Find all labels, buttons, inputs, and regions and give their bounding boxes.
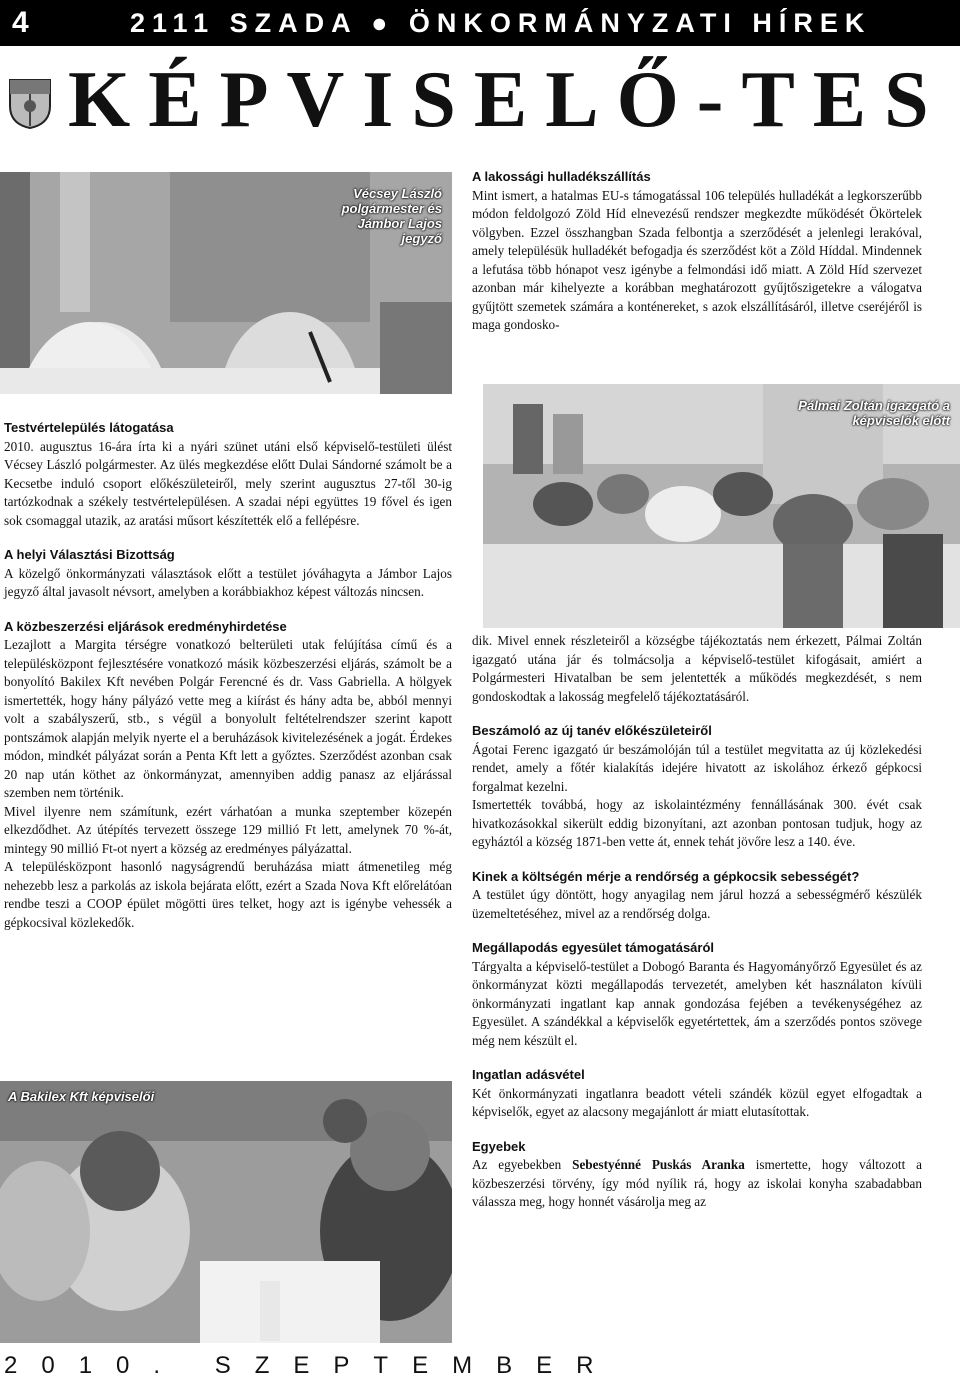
section-text: Mivel ilyenre nem számítunk, ezért várhatóan a munka szeptember közepén elkezdődhet. Az útépítés tervezett összege 129 millió Ft lett, amelynek 70 %-át, mintegy 90 millió Ft-ot nyert a község az eredményes pályázattal. [4,803,452,856]
photo-bakilex [0,1081,452,1343]
photo-caption: A Bakilex Kft képviselői [8,1089,155,1104]
section-text: Mint ismert, a hatalmas EU-s támogatással 106 település hulladékát a legkorszerűbb módon feldolgozó Zöld Híd elnevezésű rendszer megkezdte működését Ökörtelek völgyben. Ezzel összhangban Szada felbontja a szerződését a jelenlegi lerakóval, amely településük hulladékét befogadja és szerződést köt a Zöld Híddal. Mindennek a lefutása több hónapot vesz igénybe a felmondási idő miatt. A Zöld Híd szervezet azonban már kihelyezte a korábban meghatározott gyűjtőszigetekre a válogatva gyűjtött szemetek számára a konténereket, s azok elszállításáról, illetve cseréjéről is maga gondosko- [472,187,922,332]
section-text: A testület úgy döntött, hogy anyagilag nem járul hozzá a sebességmérő készülék üzemeltetéséhez, mivel az a rendőrség dolga. [472,887,922,921]
header-bar [0,0,960,46]
section-text: dik. Mivel ennek részleteiről a községbe tájékoztatás nem érkezett, Pálmai Zoltán igazgató utána jár és tolmácsolja a képviselő-testület kifogásait, amiért a Polgármesteri Hivatalban be sem jelentették a működés megkezdését, s nem gondoskodtak a lakosság megfelelő tájékoztatásáról. [472,633,922,704]
section-text: Ismertették továbbá, hogy az iskolaintézmény fennállásának 300. évét csak hivatkozásokkal sikerült eddig bizonyítani, azt azonban pontosan tudjuk, hogy az egyháztól a község 1871-ben vette át, ennek tehát jövőre lesz a 140. éve. [472,797,922,849]
text-fragment: ismertette, hogy változott a közbeszerzési törvény, így mód nyílik rá, hogy az iskolai konyha szabadabban válassza meg, hogy honnét vásárolja meg az [472,1157,922,1209]
section-text: A közelgő önkormányzati választások előtt a testület jóváhagyta a Jámbor Lajos jegyző által javasolt névsort, amelyben a korábbiakhoz képest változás nincsen. [4,565,452,599]
article-waste-collection [472,168,922,335]
issue-date: 2010. SZEPTEMBER [4,1352,618,1379]
journal-title: 2111 SZADA ● ÖNKORMÁNYZATI HÍREK [130,8,872,38]
section-text [472,1156,922,1212]
section-heading: Testvértelepülés látogatása [4,420,174,435]
section-heading: A helyi Választási Bizottság [4,547,175,562]
right-column [472,632,922,1212]
section-heading: Ingatlan adásvétel [472,1067,585,1082]
section-text: Lezajlott a Margita térségre vonatkozó belterületi utak felújítása című és a településközpont fejlesztésére vonatkozó másik közbeszerzési eljárás, számolt be a bonyolító Bakilex Kft nevében Polgár Ferencné és dr. Vass Gabriella. A hölgyek ismertették, hogy hány pályázó vette meg a kiírást és hány adta be, abból mennyi volt a szabályszerű, stb., s végül a bonyolult feltételrendszer szerint kapott pontszámok alapján melyik nyerte el a beruházások kivitelezésének a jogát. Érdekes módon, mindkét pályázat során a Penta Kft lett a győztes. Szerződést azonban csak 20 nap után köthet az önkormányzat, amennyiben addig panasz az eljárással szemben nem történik. [4,637,452,800]
section-text: 2010. augusztus 16-ára írta ki a nyári szünet utáni első képviselő-testületi ülést Vécsey László polgármester. Az ülés megkezdése előtt Dulai Sándorné számolt be a Kecsetbe induló csoport előkészületeiről, mely szerint augusztus 27-től 30-ig tartózkodnak a székely testvértelepülésen. A szadai népi együttes 19 fővel és igen sok csomaggal utazik, az aratási műsort készítették elő a fellépésre. [4,438,452,528]
photo-mayor-notary [0,172,452,394]
section-heading: Egyebek [472,1138,526,1154]
coat-of-arms-icon [8,76,52,130]
section-text: Ágotai Ferenc igazgató úr beszámolóján túl a testület megvitatta az új közlekedési rendet, amely a főtér kialakítás idejére hivatott az iskolához érkező gépkocsi forgalmat kezelni. [472,741,922,794]
photo-bakilex-image [0,1081,452,1343]
page-title: KÉPVISELŐ-TES [68,56,947,144]
section-text: A településközpont hasonló nagyságrendű beruházása miatt átmenetileg még nehezebb lesz a parkolás az iskola bejárata előtt, ezért a Szada Nova Kft előrelátóan rendbe teszi a COOP épület mögötti üres telket, hogy azt is igénybe vehessék a gépkocsival közlekedők. [4,859,452,930]
photo-caption: Pálmai Zoltán igazgató a képviselők előtt [798,398,950,428]
page-number: 4 [12,6,29,39]
section-heading: Megállapodás egyesület támogatásáról [472,940,715,955]
photo-caption: Vécsey László polgármester és Jámbor Lajos jegyző [341,186,442,246]
person-name: Sebestyénné Puskás Aranka [572,1157,745,1172]
section-heading: Kinek a költségén mérje a rendőrség a gépkocsik sebességét? [472,868,860,884]
section-heading: A közbeszerzési eljárások eredményhirdetése [4,618,287,634]
section-heading: A lakossági hulladékszállítás [472,169,651,184]
section-text: Tárgyalta a képviselő-testület a Dobogó Baranta és Hagyományőrző Egyesület és az önkormányzat közti megállapodás tervezetét, amelyben két használaton kívüli önkormányzati ingatlant kap annak gondozása fejében a tevékenységéhez az Egyesület. A szándékkal a képviselők egyetértettek, ám a szerződés pontos szövege még nem készült el. [472,958,922,1048]
photo-principal [483,384,960,628]
section-heading: Beszámoló az új tanév előkészületeiről [472,723,712,738]
text-fragment: Az egyebekben [472,1157,573,1172]
left-column [4,419,452,932]
section-text: Két önkormányzati ingatlanra beadott vételi szándék közül egyet elfogadtak a képviselők, egyet az alacsony megajánlott ár miatt elutasítottak. [472,1085,922,1119]
